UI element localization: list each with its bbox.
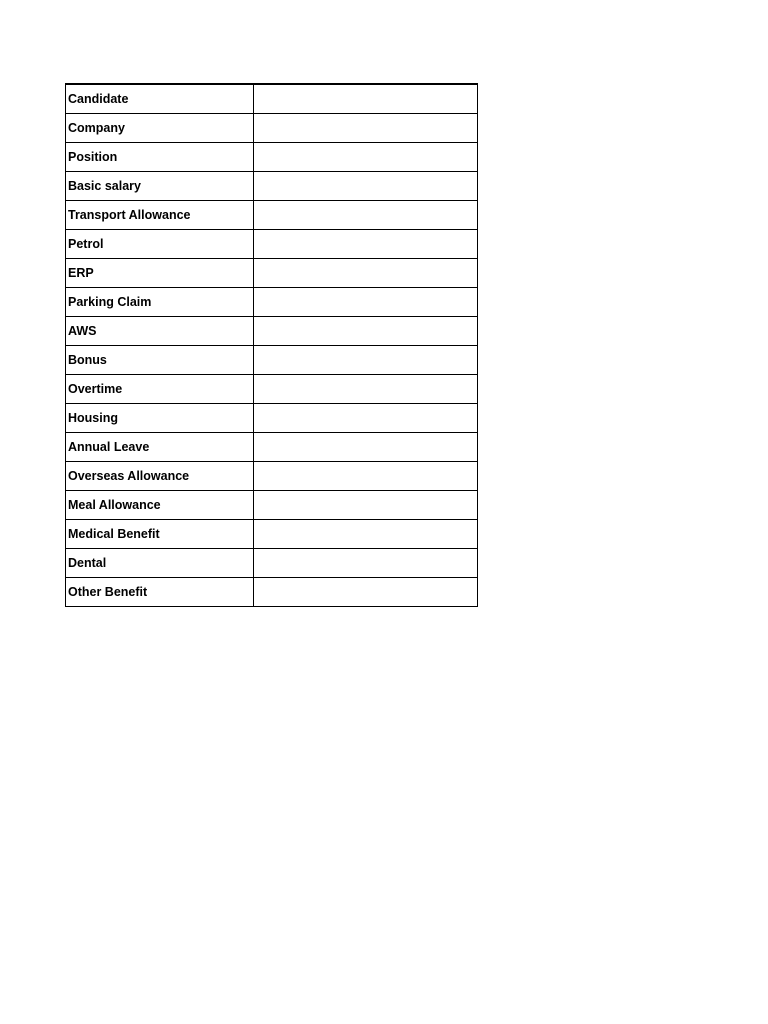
field-value-cell[interactable]: [254, 490, 478, 519]
form-row: [66, 142, 478, 171]
field-value-cell[interactable]: [254, 113, 478, 142]
field-label: Bonus: [66, 345, 254, 374]
field-label: Dental: [66, 548, 254, 577]
field-label: Housing: [66, 403, 254, 432]
form-row: [66, 432, 478, 461]
field-value-cell[interactable]: [254, 345, 478, 374]
field-value-cell[interactable]: [254, 461, 478, 490]
field-label: Candidate: [66, 84, 254, 113]
field-label: Basic salary: [66, 171, 254, 200]
field-value-cell[interactable]: [254, 577, 478, 606]
field-label: Overseas Allowance: [66, 461, 254, 490]
field-label: AWS: [66, 316, 254, 345]
form-row: [66, 316, 478, 345]
field-label: Medical Benefit: [66, 519, 254, 548]
form-row: [66, 403, 478, 432]
field-value-cell[interactable]: [254, 200, 478, 229]
form-row: [66, 258, 478, 287]
field-value-cell[interactable]: [254, 258, 478, 287]
field-value-cell[interactable]: [254, 171, 478, 200]
form-row: [66, 461, 478, 490]
field-label: Meal Allowance: [66, 490, 254, 519]
field-label: Company: [66, 113, 254, 142]
form-row: [66, 374, 478, 403]
field-value-cell[interactable]: [254, 403, 478, 432]
form-row: [66, 84, 478, 113]
field-label: ERP: [66, 258, 254, 287]
compensation-form-table: [65, 83, 478, 607]
field-label: Transport Allowance: [66, 200, 254, 229]
field-label: Overtime: [66, 374, 254, 403]
field-value-cell[interactable]: [254, 142, 478, 171]
form-rows: [66, 84, 478, 606]
field-value-cell[interactable]: [254, 548, 478, 577]
form-row: [66, 519, 478, 548]
field-value-cell[interactable]: [254, 84, 478, 113]
form-row: [66, 287, 478, 316]
form-row: [66, 345, 478, 374]
field-value-cell[interactable]: [254, 432, 478, 461]
form-row: [66, 200, 478, 229]
field-label: Other Benefit: [66, 577, 254, 606]
field-label: Annual Leave: [66, 432, 254, 461]
field-value-cell[interactable]: [254, 287, 478, 316]
form-row: [66, 490, 478, 519]
form-row: [66, 171, 478, 200]
form-row: [66, 577, 478, 606]
field-value-cell[interactable]: [254, 519, 478, 548]
form-row: [66, 113, 478, 142]
field-label: Position: [66, 142, 254, 171]
field-value-cell[interactable]: [254, 229, 478, 258]
field-value-cell[interactable]: [254, 316, 478, 345]
form-row: [66, 229, 478, 258]
form-row: [66, 548, 478, 577]
field-label: Parking Claim: [66, 287, 254, 316]
field-label: Petrol: [66, 229, 254, 258]
field-value-cell[interactable]: [254, 374, 478, 403]
